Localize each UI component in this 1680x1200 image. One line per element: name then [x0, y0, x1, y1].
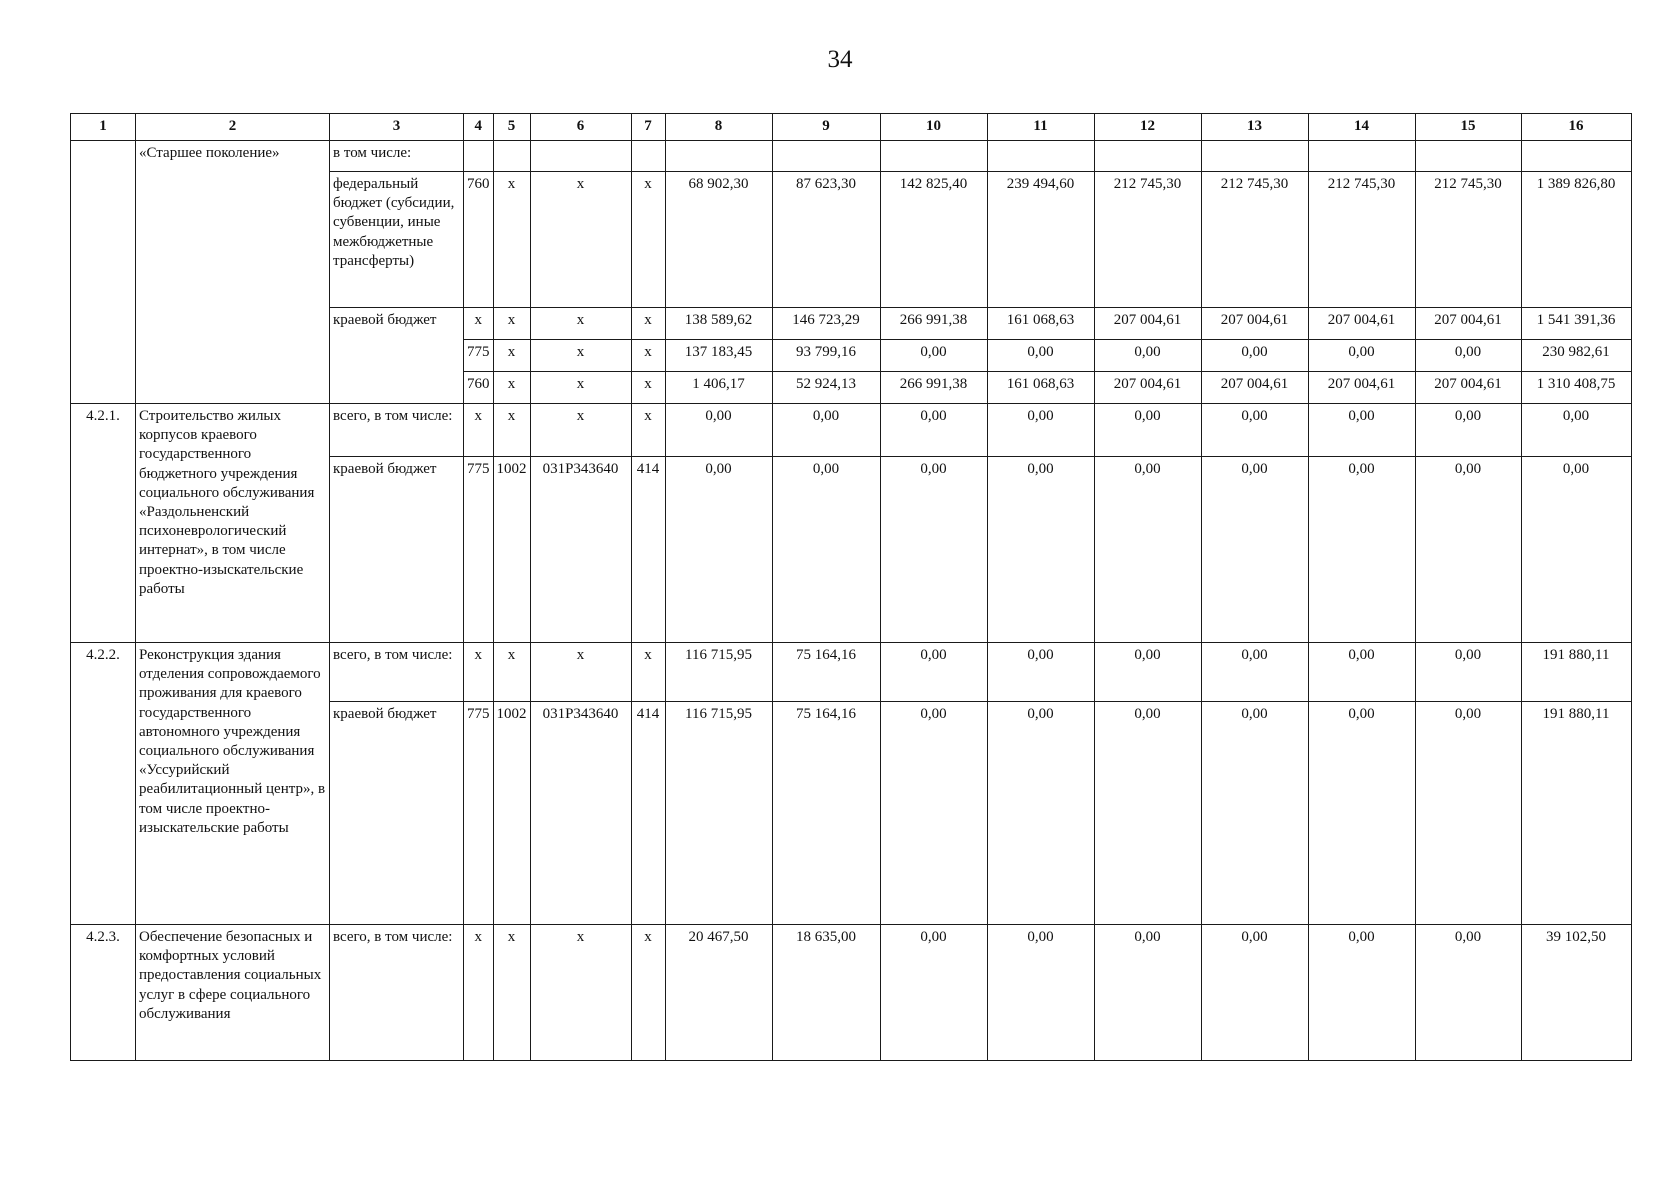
value-cell: 266 991,38	[880, 372, 987, 404]
code-cell: х	[493, 404, 530, 457]
code-cell: 1002	[493, 457, 530, 643]
value-cell: 212 745,30	[1308, 172, 1415, 308]
code-cell: х	[631, 340, 665, 372]
value-cell: 87 623,30	[772, 172, 880, 308]
value-cell: 0,00	[880, 925, 987, 1061]
value-cell: 0,00	[772, 457, 880, 643]
value-cell: 0,00	[1308, 925, 1415, 1061]
value-cell: 138 589,62	[665, 308, 772, 340]
code-cell: х	[464, 404, 494, 457]
code-cell: х	[530, 643, 631, 702]
value-cell: 207 004,61	[1415, 308, 1521, 340]
value-cell: 39 102,50	[1521, 925, 1631, 1061]
item-name-cell: Обеспечение безопасных и комфортных условий предоставления социальных услуг в сфере социального обслуживания	[136, 925, 330, 1061]
source-label-cell: краевой бюджет	[330, 308, 464, 404]
value-cell: 207 004,61	[1094, 308, 1201, 340]
value-cell: 207 004,61	[1308, 308, 1415, 340]
col-header-3: 3	[330, 114, 464, 141]
value-cell: 142 825,40	[880, 172, 987, 308]
value-cell: 18 635,00	[772, 925, 880, 1061]
table-row	[71, 925, 1632, 1061]
value-cell: 1 541 391,36	[1521, 308, 1631, 340]
value-cell: 0,00	[987, 340, 1094, 372]
value-cell: 0,00	[665, 457, 772, 643]
value-cell: 0,00	[1094, 340, 1201, 372]
code-cell: х	[530, 340, 631, 372]
value-cell: 0,00	[880, 702, 987, 925]
value-cell: 0,00	[1415, 457, 1521, 643]
value-cell: 52 924,13	[772, 372, 880, 404]
col-header-16: 16	[1521, 114, 1631, 141]
value-cell: 68 902,30	[665, 172, 772, 308]
source-label-cell: всего, в том числе:	[330, 925, 464, 1061]
row-number-cell: 4.2.1.	[71, 404, 136, 643]
code-cell: х	[631, 643, 665, 702]
value-cell: 0,00	[665, 404, 772, 457]
value-cell: 0,00	[987, 457, 1094, 643]
code-cell: х	[530, 404, 631, 457]
table-row	[71, 643, 1632, 702]
value-cell: 0,00	[880, 404, 987, 457]
value-cell: 0,00	[880, 457, 987, 643]
col-header-1: 1	[71, 114, 136, 141]
value-cell: 191 880,11	[1521, 702, 1631, 925]
table-row	[71, 404, 1632, 457]
value-cell: 0,00	[1308, 702, 1415, 925]
value-cell: 0,00	[1308, 643, 1415, 702]
value-cell: 0,00	[987, 404, 1094, 457]
value-cell: 20 467,50	[665, 925, 772, 1061]
value-cell: 161 068,63	[987, 308, 1094, 340]
code-cell: 775	[464, 702, 494, 925]
code-cell: х	[530, 308, 631, 340]
code-cell: х	[530, 925, 631, 1061]
col-header-6: 6	[530, 114, 631, 141]
col-header-12: 12	[1094, 114, 1201, 141]
source-label-cell: всего, в том числе:	[330, 404, 464, 457]
value-cell: 116 715,95	[665, 702, 772, 925]
code-cell: 1002	[493, 702, 530, 925]
code-cell: х	[464, 643, 494, 702]
code-cell: 760	[464, 172, 494, 308]
value-cell: 0,00	[987, 643, 1094, 702]
source-label-cell: федеральный бюджет (субсидии, субвенции, иные межбюджетные трансферты)	[330, 172, 464, 308]
col-header-4: 4	[464, 114, 494, 141]
value-cell: 0,00	[1415, 404, 1521, 457]
value-cell: 0,00	[1308, 457, 1415, 643]
source-label-cell: краевой бюджет	[330, 457, 464, 643]
value-cell: 137 183,45	[665, 340, 772, 372]
col-header-5: 5	[493, 114, 530, 141]
value-cell: 0,00	[1094, 457, 1201, 643]
col-header-2: 2	[136, 114, 330, 141]
code-cell: х	[464, 308, 494, 340]
value-cell: 0,00	[1201, 925, 1308, 1061]
code-cell: х	[631, 925, 665, 1061]
value-cell: 0,00	[1094, 404, 1201, 457]
value-cell: 191 880,11	[1521, 643, 1631, 702]
value-cell: 0,00	[1415, 643, 1521, 702]
code-cell: х	[493, 372, 530, 404]
value-cell: 0,00	[1094, 925, 1201, 1061]
row-number-cell: 4.2.3.	[71, 925, 136, 1061]
value-cell: 0,00	[1201, 404, 1308, 457]
program-name-cell: «Старшее поколение»	[136, 141, 330, 404]
value-cell: 75 164,16	[772, 702, 880, 925]
col-header-7: 7	[631, 114, 665, 141]
code-cell: 031P343640	[530, 457, 631, 643]
table-row	[71, 141, 1632, 172]
value-cell: 266 991,38	[880, 308, 987, 340]
value-cell: 0,00	[1415, 702, 1521, 925]
source-label-cell: всего, в том числе:	[330, 643, 464, 702]
value-cell: 0,00	[880, 643, 987, 702]
code-cell: х	[631, 308, 665, 340]
row-number-cell: 4.2.2.	[71, 643, 136, 925]
code-cell: х	[493, 643, 530, 702]
code-cell: х	[530, 372, 631, 404]
budget-table	[70, 113, 1632, 1061]
value-cell: 207 004,61	[1308, 372, 1415, 404]
code-cell: 414	[631, 457, 665, 643]
row-number-cell	[71, 141, 136, 404]
code-cell: 031P343640	[530, 702, 631, 925]
value-cell: 0,00	[1201, 702, 1308, 925]
value-cell: 0,00	[1521, 404, 1631, 457]
value-cell: 239 494,60	[987, 172, 1094, 308]
value-cell: 207 004,61	[1094, 372, 1201, 404]
value-cell: 207 004,61	[1201, 372, 1308, 404]
value-cell: 0,00	[1094, 643, 1201, 702]
col-header-13: 13	[1201, 114, 1308, 141]
col-header-11: 11	[987, 114, 1094, 141]
value-cell: 0,00	[880, 340, 987, 372]
value-cell: 0,00	[1415, 340, 1521, 372]
value-cell: 0,00	[987, 925, 1094, 1061]
value-cell: 212 745,30	[1201, 172, 1308, 308]
value-cell: 116 715,95	[665, 643, 772, 702]
value-cell: 1 389 826,80	[1521, 172, 1631, 308]
column-number-row	[71, 114, 1632, 141]
value-cell: 1 406,17	[665, 372, 772, 404]
value-cell: 0,00	[772, 404, 880, 457]
value-cell: 0,00	[1094, 702, 1201, 925]
code-cell: х	[493, 172, 530, 308]
value-cell: 0,00	[1308, 404, 1415, 457]
col-header-14: 14	[1308, 114, 1415, 141]
item-name-cell: Строительство жилых корпусов краевого государственного бюджетного учреждения социального обслуживания «Раздольненский психоневрологический интернат», в том числе проектно-изыскательские работы	[136, 404, 330, 643]
value-cell: 93 799,16	[772, 340, 880, 372]
value-cell: 0,00	[1415, 925, 1521, 1061]
value-cell: 0,00	[1521, 457, 1631, 643]
source-label-cell: краевой бюджет	[330, 702, 464, 925]
value-cell: 0,00	[1201, 457, 1308, 643]
code-cell: 775	[464, 340, 494, 372]
value-cell: 212 745,30	[1094, 172, 1201, 308]
item-name-cell: Реконструкция здания отделения сопровождаемого проживания для краевого государственного автономного учреждения социального обслуживания «Уссурийский реабилитационный центр», в том числе проектно-изыскательские работы	[136, 643, 330, 925]
code-cell: 760	[464, 372, 494, 404]
value-cell: 1 310 408,75	[1521, 372, 1631, 404]
col-header-8: 8	[665, 114, 772, 141]
value-cell: 212 745,30	[1415, 172, 1521, 308]
value-cell: 146 723,29	[772, 308, 880, 340]
code-cell: х	[631, 172, 665, 308]
code-cell: х	[493, 925, 530, 1061]
value-cell: 0,00	[987, 702, 1094, 925]
value-cell: 75 164,16	[772, 643, 880, 702]
col-header-15: 15	[1415, 114, 1521, 141]
code-cell: х	[464, 925, 494, 1061]
code-cell: х	[631, 372, 665, 404]
code-cell: х	[493, 340, 530, 372]
value-cell: 230 982,61	[1521, 340, 1631, 372]
code-cell: х	[493, 308, 530, 340]
value-cell: 161 068,63	[987, 372, 1094, 404]
value-cell: 0,00	[1201, 340, 1308, 372]
col-header-10: 10	[880, 114, 987, 141]
value-cell: 0,00	[1308, 340, 1415, 372]
code-cell: 775	[464, 457, 494, 643]
page-number: 34	[827, 46, 853, 73]
source-label-cell: в том числе:	[330, 141, 464, 172]
code-cell: 414	[631, 702, 665, 925]
col-header-9: 9	[772, 114, 880, 141]
value-cell: 207 004,61	[1415, 372, 1521, 404]
code-cell: х	[530, 172, 631, 308]
value-cell: 0,00	[1201, 643, 1308, 702]
code-cell: х	[631, 404, 665, 457]
value-cell: 207 004,61	[1201, 308, 1308, 340]
